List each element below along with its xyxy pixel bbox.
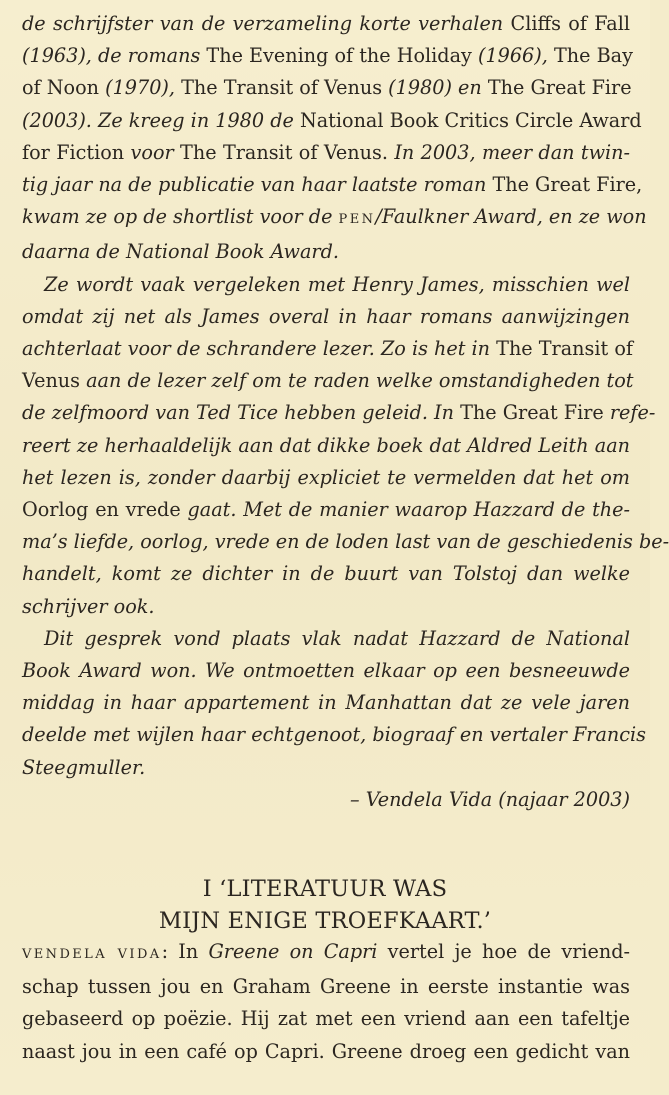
text-line: Dit gesprek vond plaats vlak nadat Hazzard de National bbox=[44, 626, 630, 650]
text-line: het lezen is, zonder daarbij expliciet te vermelden dat het om bbox=[22, 465, 630, 489]
text-line: Book Award won. We ontmoetten elkaar op een besneeuwde bbox=[22, 659, 630, 683]
text-line: Steegmuller. bbox=[22, 755, 146, 779]
text-line: daarna de National Book Award. bbox=[22, 240, 339, 264]
text-line: of Noon (1970), The Transit of Venus (1980) en The Great Fire bbox=[22, 76, 632, 100]
text-line: gebaseerd op poëzie. Hij zat met een vriend aan een tafeltje bbox=[22, 1007, 630, 1031]
intro-text bbox=[22, 8, 669, 816]
text-line: schrijver ook. bbox=[22, 594, 155, 618]
text-line: tig jaar na de publicatie van haar laatste roman The Great Fire, bbox=[22, 173, 643, 197]
chapter-heading bbox=[0, 873, 650, 937]
text-line: Venus aan de lezer zelf om te raden welke omstandigheden tot bbox=[22, 369, 634, 393]
speaker-name: VENDELA VIDA bbox=[22, 947, 162, 962]
text-line: naast jou in een café op Capri. Greene droeg een gedicht van bbox=[22, 1039, 630, 1063]
text-line: omdat zij net als James overal in haar romans aanwijzingen bbox=[22, 304, 630, 328]
text-line: VENDELA VIDA: In Greene on Capri vertel je hoe de vriend- bbox=[22, 940, 630, 963]
text-line: (2003). Ze kreeg in 1980 de National Book Critics Circle Award bbox=[22, 108, 642, 132]
text-line: achterlaat voor de schrandere lezer. Zo is het in The Transit of bbox=[22, 337, 633, 361]
text-line: reert ze herhaaldelijk aan dat dikke boek dat Aldred Leith aan bbox=[22, 433, 630, 457]
text-line: Oorlog en vrede gaat. Met de manier waarop Hazzard de the- bbox=[22, 498, 630, 522]
chapter-heading-line: I ‘LITERATUUR WAS bbox=[202, 876, 448, 902]
text-line: ma’s liefde, oorlog, vrede en de loden last van de geschiedenis be- bbox=[22, 530, 669, 554]
text-line: de schrijfster van de verzameling korte verhalen Cliffs of Fall bbox=[22, 12, 631, 35]
signature: – Vendela Vida (najaar 2003) bbox=[350, 787, 630, 811]
text-line: handelt, komt ze dichter in de buurt van Tolstoj dan welke bbox=[22, 562, 630, 586]
text-line: schap tussen jou en Graham Greene in eerste instantie was bbox=[22, 975, 630, 999]
interview-text bbox=[22, 936, 630, 1068]
text-line: for Fiction voor The Transit of Venus. In 2003, meer dan twin- bbox=[22, 140, 630, 164]
text-line: kwam ze op de shortlist voor de PEN/Faulkner Award, en ze won bbox=[22, 205, 647, 229]
chapter-heading-line: MIJN ENIGE TROEFKAART.’ bbox=[158, 908, 492, 934]
text-line: de zelfmoord van Ted Tice hebben geleid. In The Great Fire refe- bbox=[22, 401, 656, 425]
text-line: (1963), de romans The Evening of the Holiday (1966), The Bay bbox=[22, 44, 633, 68]
text-line: deelde met wijlen haar echtgenoot, biograaf en vertaler Francis bbox=[22, 723, 646, 747]
text-line: middag in haar appartement in Manhattan dat ze vele jaren bbox=[22, 691, 630, 715]
text-line: Ze wordt vaak vergeleken met Henry James, misschien wel bbox=[44, 272, 630, 296]
